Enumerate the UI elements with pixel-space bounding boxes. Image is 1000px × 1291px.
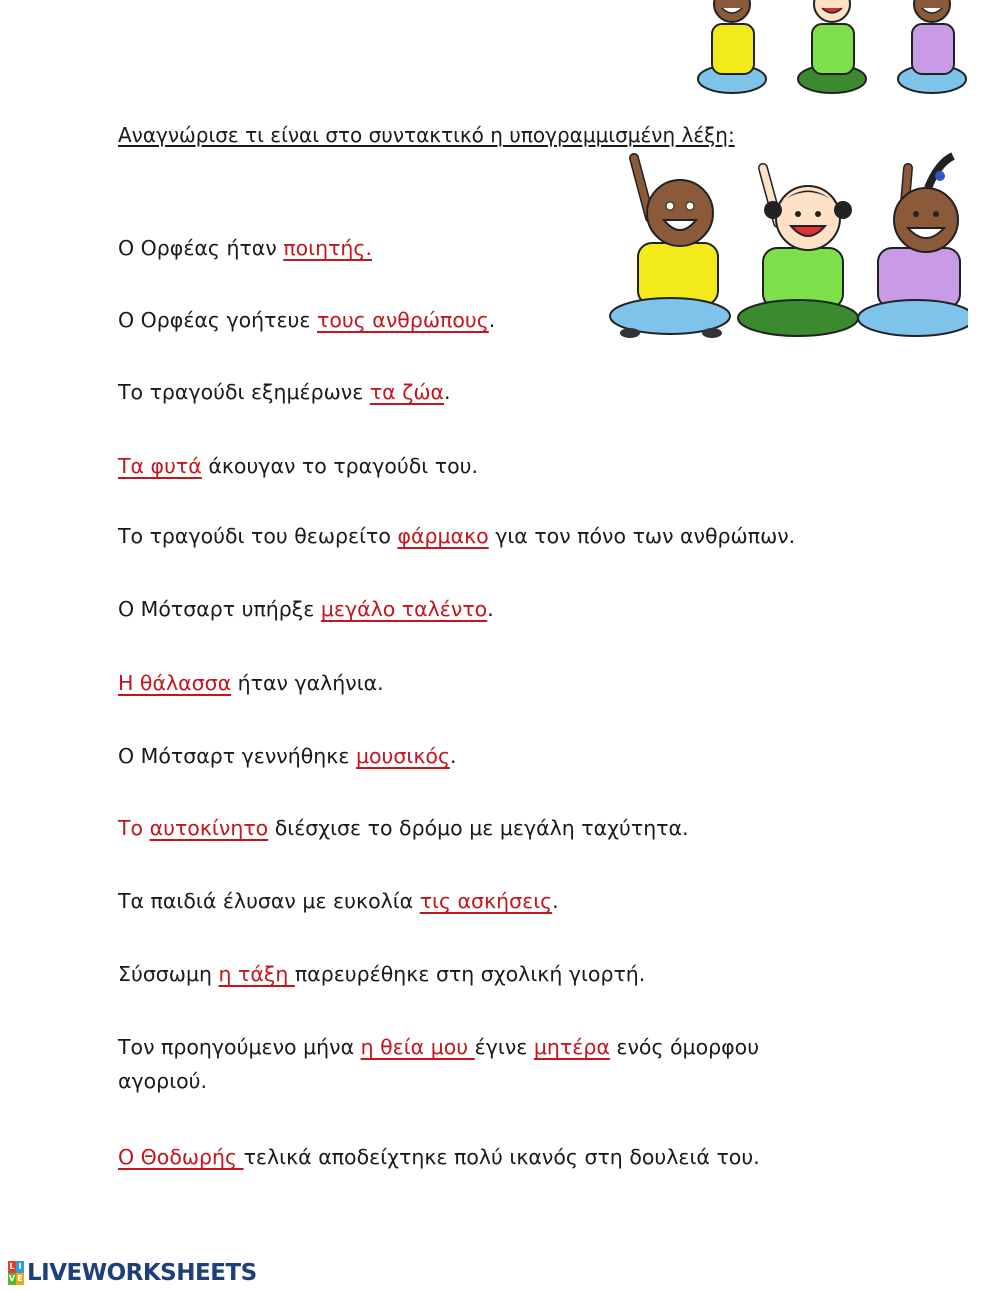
children-raising-hands-illustration-small [692, 0, 982, 102]
underlined-answer-phrase[interactable]: τις ασκήσεις [419, 889, 553, 913]
sentence-line [118, 231, 372, 265]
sentence-line [118, 957, 645, 991]
sentence-text: αγοριού. [118, 1069, 208, 1093]
worksheet-instruction: Αναγνώρισε τι είναι στο συντακτικό η υπογραμμισμένη λέξη: [118, 123, 735, 147]
sentence-line [118, 1030, 759, 1064]
underlined-answer-phrase[interactable]: η τάξη [218, 962, 295, 986]
sentence-text: Το τραγούδι εξημέρωνε [118, 380, 370, 404]
sentence-text: Τον προηγούμενο μήνα [118, 1035, 361, 1059]
sentence-line [118, 449, 478, 483]
underlined-answer-phrase[interactable]: μητέρα [533, 1035, 610, 1059]
sentence-text: Ο Μότσαρτ γεννήθηκε [118, 744, 356, 768]
underlined-answer-phrase[interactable]: φάρμακο [397, 524, 489, 548]
underlined-answer-phrase[interactable]: Η θάλασσα [118, 671, 232, 695]
sentence-text: διέσχισε το δρόμο με μεγάλη ταχύτητα. [268, 816, 689, 840]
underlined-answer-phrase[interactable]: Ο Θοδωρής [118, 1145, 244, 1169]
sentence-line [118, 884, 559, 918]
sentence-text: ήταν γαλήνια. [231, 671, 384, 695]
sentence-text: Ο Ορφέας ήταν [118, 236, 284, 260]
logo-text: LIVEWORKSHEETS [27, 1260, 257, 1286]
sentence-text: ενός όμορφου [609, 1035, 760, 1059]
sentence-text: . [487, 597, 494, 621]
underlined-answer-phrase[interactable]: μεγάλο ταλέντο [320, 597, 488, 621]
logo-badge-icon: L I V E [8, 1262, 23, 1283]
underlined-answer-phrase[interactable]: η θεία μου [360, 1035, 475, 1059]
sentence-text: Σύσσωμη [118, 962, 219, 986]
underlined-answer-phrase[interactable]: μουσικός [355, 744, 450, 768]
sentence-text: τελικά αποδείχτηκε πολύ ικανός στη δουλειά του. [243, 1145, 760, 1169]
children-raising-hands-illustration [608, 148, 968, 344]
sentence-text: . [552, 889, 559, 913]
sentence-line [118, 375, 451, 409]
sentence-line [118, 592, 494, 626]
underlined-answer-phrase[interactable]: Τα φυτά [118, 454, 202, 478]
sentence-text: Το [118, 816, 150, 840]
sentence-line [118, 811, 689, 845]
underlined-answer-phrase[interactable]: τους ανθρώπους [317, 308, 489, 332]
sentence-line [118, 666, 384, 700]
liveworksheets-logo [8, 1260, 257, 1286]
sentence-text: άκουγαν το τραγούδι του. [201, 454, 478, 478]
sentence-text: για τον πόνο των ανθρώπων. [488, 524, 796, 548]
sentence-text: παρευρέθηκε στη σχολική γιορτή. [294, 962, 646, 986]
sentence-line [118, 739, 457, 773]
sentence-text: Τα παιδιά έλυσαν με ευκολία [118, 889, 420, 913]
sentence-line [118, 1140, 760, 1174]
sentence-text: Το τραγούδι του θεωρείτο [118, 524, 398, 548]
sentence-text: έγινε [474, 1035, 534, 1059]
sentence-text: Ο Ορφέας γοήτευε [118, 308, 318, 332]
sentence-text: . [444, 380, 451, 404]
sentence-line [118, 1064, 207, 1098]
sentence-text: . [449, 744, 457, 768]
sentence-text: . [488, 308, 496, 332]
underlined-answer-phrase[interactable]: ποιητής. [283, 236, 372, 260]
sentence-line [118, 303, 495, 337]
sentence-line [118, 519, 795, 553]
underlined-answer-phrase[interactable]: τα ζώα [369, 380, 445, 404]
underlined-answer-phrase[interactable]: αυτοκίνητο [149, 816, 269, 840]
sentence-text: Ο Μότσαρτ υπήρξε [118, 597, 321, 621]
